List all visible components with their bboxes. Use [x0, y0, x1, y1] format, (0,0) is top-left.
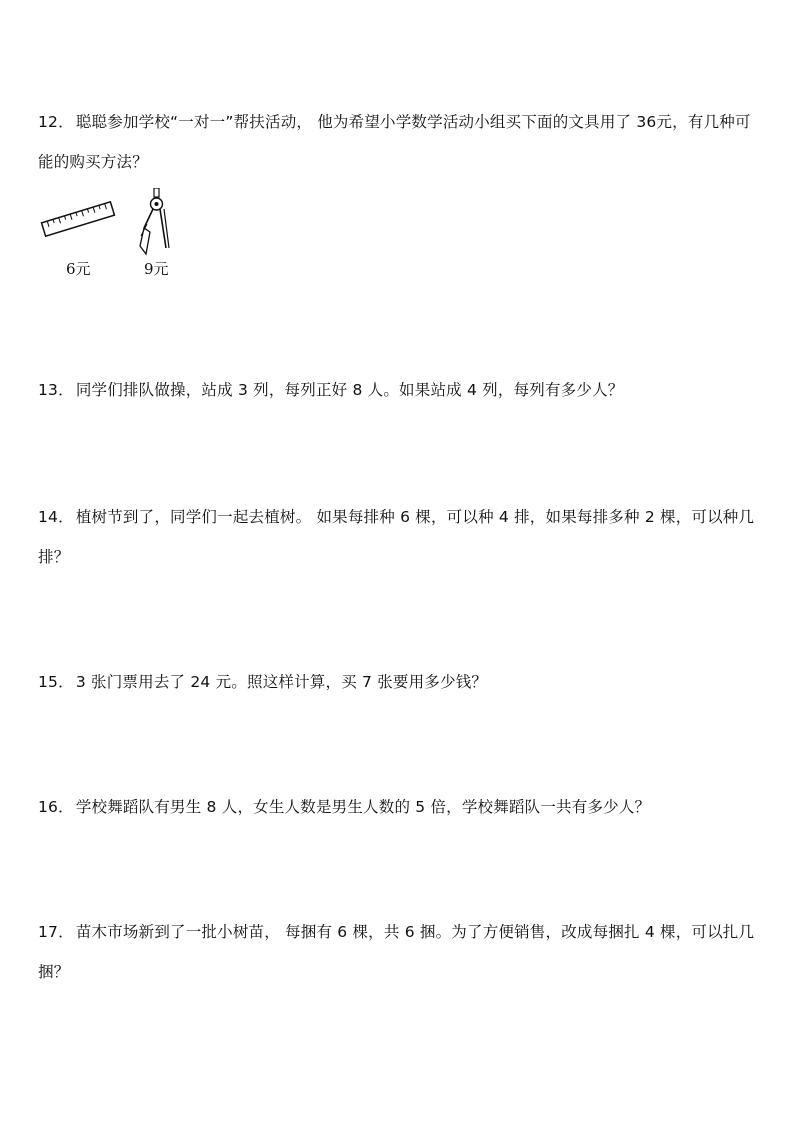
question-text: 苗木市场新到了一批小树苗， 每捆有 6 棵，共 6 捆。为了方便销售，改成每捆扎 4 棵，可以扎几捆？ [38, 923, 755, 981]
question-13 [38, 370, 763, 410]
ruler-price: 6元 [66, 260, 91, 278]
question-number: 17． [38, 923, 74, 941]
question-text: 学校舞蹈队有男生 8 人，女生人数是男生人数的 5 倍，学校舞蹈队一共有多少人？ [75, 798, 651, 816]
stationery-figure [38, 188, 198, 288]
question-12 [38, 102, 763, 182]
question-14 [38, 497, 763, 577]
question-text: 聪聪参加学校“一对一”帮扶活动， 他为希望小学数学活动小组买下面的文具用了 36元，有几种可能的购买方法？ [38, 113, 751, 171]
question-text: 3 张门票用去了 24 元。照这样计算，买 7 张要用多少钱？ [75, 673, 488, 691]
question-16 [38, 787, 763, 827]
compass-icon [136, 188, 176, 258]
ruler-icon [38, 194, 118, 244]
compass-price: 9元 [144, 260, 169, 278]
question-number: 13． [38, 381, 74, 399]
question-15 [38, 662, 763, 702]
question-text: 同学们排队做操，站成 3 列，每列正好 8 人。如果站成 4 列，每列有多少人？ [75, 381, 624, 399]
question-number: 16． [38, 798, 74, 816]
question-number: 12． [38, 113, 74, 131]
question-number: 14． [38, 508, 74, 526]
question-number: 15． [38, 673, 74, 691]
question-text: 植树节到了，同学们一起去植树。 如果每排种 6 棵，可以种 4 排，如果每排多种 2 棵，可以种几排？ [38, 508, 755, 566]
question-17 [38, 912, 763, 992]
